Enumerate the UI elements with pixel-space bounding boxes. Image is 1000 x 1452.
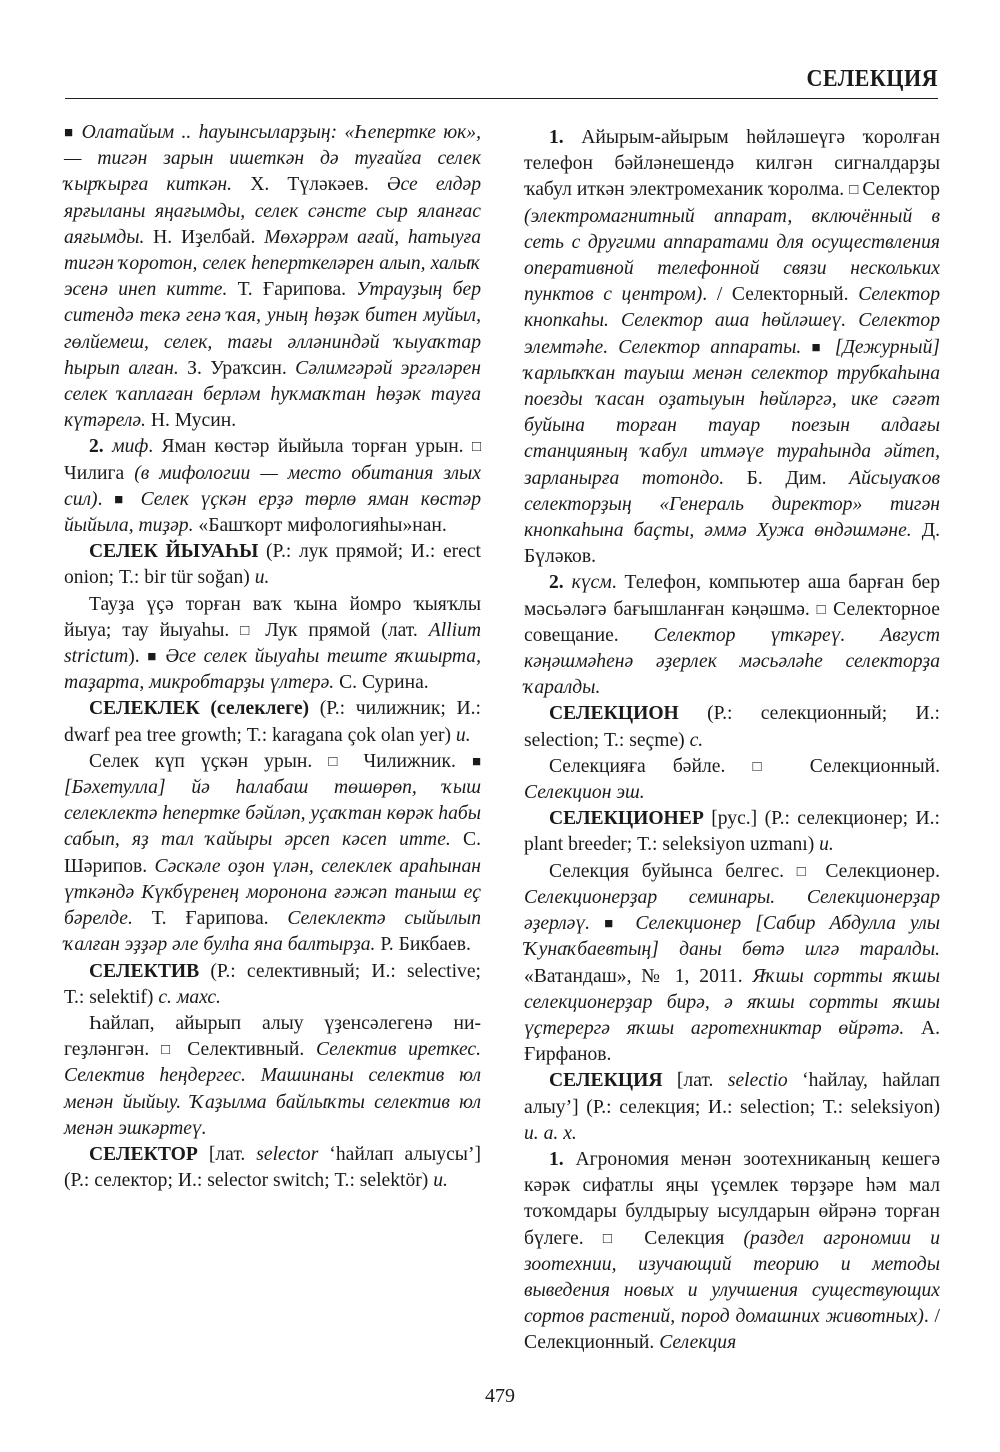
body-text: Н. Иҙелбай. — [144, 226, 265, 248]
body-text: ‘һайлап алыусы’] (Р.: селектор; И.: selector switch; Т.: selektör) — [64, 1143, 481, 1192]
body-text: [рус.] (Р.: селекционер; И.: plant breeder; Т.: seleksiyon uzmanı) — [524, 808, 940, 856]
italic-text: Мөхәррәм ағай, һатыуға тигән ҡоротон, селек һеперткеләрен алып, халыҡ эсенә инеп китте. — [64, 226, 481, 301]
running-head: СЕЛЕКЦИЯ — [806, 66, 938, 92]
body-text: (Р.: чилижник; И.: dwarf pea tree growth; Т.: karagana çok olan yer) — [64, 698, 481, 746]
italic-text: и. — [819, 834, 834, 856]
translation-marker-icon: □ — [471, 439, 481, 456]
example-marker-icon: ■ — [147, 649, 166, 666]
italic-text: Селекционерҙар семинары. Селекционерҙар әҙерләү. — [524, 886, 940, 935]
headword: 1. — [549, 1148, 576, 1170]
body-text: Чилига — [64, 462, 135, 484]
body-text: Чилижник. — [363, 750, 472, 772]
body-text: Селекция — [644, 1227, 744, 1249]
dictionary-paragraph — [64, 592, 481, 697]
header-rule — [65, 98, 938, 99]
body-text — [590, 913, 604, 934]
italic-text: с. махс. — [158, 986, 221, 1008]
headword: СЕЛЕКЦИОН — [549, 703, 679, 725]
body-text: Селекцияға бәйле. — [549, 755, 753, 777]
italic-text: миф — [112, 436, 149, 458]
body-text: Селектор — [862, 179, 941, 201]
body-text: Н. Мусин. — [145, 410, 237, 432]
italic-text: (в мифологии — место обитания злых сил) — [64, 462, 481, 510]
body-text: ‘һайлау, һайлап алыу’] (Р.: селекция; И.: selection; Т.: seleksiyon) — [524, 1070, 940, 1118]
body-text: З. Ураҡсин. — [178, 357, 296, 379]
dictionary-paragraph — [64, 539, 481, 591]
body-text: . Яман көстәр йыйыла торған урын. — [148, 436, 472, 458]
dictionary-paragraph — [64, 120, 481, 434]
body-text: Тауҙа үҫә торған ваҡ ҡына йомро ҡыяҡлы йыуа; тау йыуаһы. — [64, 593, 481, 641]
italic-text: Селектив иреткес. Селектив һеңдергес. Машинаны селектив юл менән йыйыу. Ҡаҙылма байлыҡты селектив юл менән эшкәртеү. — [64, 1039, 481, 1139]
body-text: Селекторное совещание. — [524, 598, 940, 646]
dictionary-paragraph — [524, 701, 940, 753]
body-text: Т. Ғарипова. — [132, 908, 288, 930]
body-text: . Телефон, компьютер аша барған бер мәсьәләгә бағышланған кәңәшмә. — [524, 572, 940, 620]
body-text: С. Шәрипов. — [64, 829, 481, 877]
body-text: Селективный. — [187, 1039, 316, 1061]
italic-text: Селеклектә сыйылып ҡалған эҙҙәр әле булһа яна балтырҙа. — [64, 908, 481, 956]
example-marker-icon: ■ — [114, 491, 141, 508]
translation-marker-icon: □ — [160, 1042, 188, 1059]
translation-marker-icon: □ — [752, 758, 810, 775]
headword: СЕЛЕК ЙЫУАҺЫ — [89, 541, 259, 563]
body-text: (Р.: селективный; И.: selective; Т.: selektif) — [64, 960, 481, 1008]
dictionary-paragraph — [524, 1147, 940, 1357]
italic-text: и. — [455, 724, 471, 746]
italic-text: Селекционер [Сабир Абдулла улы Ҡунаҡбаевтың] даны бөтә илгә таралды. — [524, 913, 941, 961]
headword: 2. — [549, 572, 572, 594]
dictionary-paragraph — [524, 754, 940, 806]
dictionary-paragraph — [64, 749, 481, 959]
dictionary-paragraph — [64, 696, 481, 748]
italic-text: и. — [254, 567, 270, 589]
dictionary-paragraph — [64, 959, 481, 1011]
italic-text: [Дежурный] ҡарлыҡҡан тауыш менән селектор трубкаһына поезды ҡасан оҙатыуын һөйләргә, ике сәғәт буйына торған тауар поезын алдағы станцияның ҡабул итмәүе тураһында әйтеп, зарланырға тотондо. — [524, 336, 940, 489]
italic-text: selectio — [727, 1070, 788, 1092]
dictionary-paragraph — [524, 125, 940, 570]
body-text: [лат. — [662, 1070, 728, 1092]
italic-text: [Бәхетулла] йә һалабаш төшөрөп, ҡыш селеклектә һепертке бәйләп, уҫаҡтан көрәк һабы сабып, яҙ тал ҡайыры әрсеп кәсеп итте. — [64, 777, 482, 851]
body-text: [лат. — [197, 1143, 257, 1165]
body-text: Айырым-айырым һөйләшеүгә ҡоролған телефон бәйләнешендә килгән сигналдарҙы ҡабул иткән электромеханик ҡоролма. — [524, 127, 941, 201]
dictionary-paragraph — [64, 1011, 481, 1142]
italic-text: и. а. х. — [524, 1122, 577, 1144]
dictionary-paragraph — [524, 570, 940, 701]
italic-text: Утрауҙың бер ситендә текә генә ҡая, уның һөҙәк битен муйыл, гөлйемеш, селек, тағы әлләниндәй ҡыуаҡтар һырып алған. — [64, 279, 481, 379]
body-text: Селекционер. — [825, 860, 940, 882]
italic-text: Айсыуаҡов селекторҙың «Генераль директор» тигән кнопкаһына баҫты, әммә Хужа өндәшмәне. — [524, 467, 941, 542]
dictionary-paragraph — [64, 1142, 481, 1194]
headword: СЕЛЕКТОР — [89, 1143, 198, 1165]
dictionary-paragraph — [524, 859, 940, 1069]
body-text: (Р.: селекционный; И.: selection; Т.: seçme) — [524, 703, 940, 751]
headword: СЕЛЕКЦИОНЕР — [549, 808, 704, 830]
headword: СЕЛЕКЛЕК (селеклеге) — [89, 698, 310, 720]
translation-marker-icon: □ — [849, 182, 863, 199]
body-text: С. Сурина. — [334, 672, 429, 694]
italic-text: Олатайым .. һауынсыларҙың: «Һепертке юк», — тигән зарын ишеткән дә туғайға селек ҡырҡырға киткән. — [64, 122, 481, 196]
body-text: Р. Бикбаев. — [375, 934, 471, 956]
italic-text: selector — [256, 1143, 319, 1165]
body-text: Лук прямой (лат. — [265, 619, 429, 641]
example-marker-icon: ■ — [811, 339, 835, 356]
italic-text: с. — [689, 729, 704, 751]
body-text: Агрономия менән зоотехниканың кешегә кәрәк сифатлы яңы үҫемлек төрҙәре һәм мал тоҡомдары булдырыу ысулдарын өйрәнә торған бүлеге. — [524, 1148, 941, 1249]
body-text: Селекция буйынса белгес. — [549, 860, 797, 882]
headword: 2. — [89, 436, 113, 458]
body-text: (Р.: лук прямой; И.: erect onion; Т.: bir tür soğan) — [64, 541, 481, 589]
italic-text: Allium strictum — [64, 619, 482, 668]
italic-text: Селектор үткәреү. Август кәңәшмәһенә әҙерлек мәсьәләһе селекторҙа ҡаралды. — [524, 624, 941, 699]
body-text: . / Селекционный. — [524, 1306, 940, 1354]
body-text: «Ватандаш», № 1, 2011. — [524, 965, 753, 987]
dictionary-paragraph — [64, 434, 481, 539]
headword: СЕЛЕКТИВ — [89, 960, 200, 982]
example-marker-icon: ■ — [64, 125, 82, 141]
italic-text: (электромагнитный аппарат, включённый в сеть с другими аппаратами для осуществления оперативной телефонной связи нескольких пунктов с центром) — [524, 205, 940, 306]
left-column — [64, 120, 481, 1194]
italic-text: Селекция — [659, 1332, 737, 1354]
dictionary-paragraph — [524, 806, 940, 858]
example-marker-icon: ■ — [604, 916, 636, 933]
italic-text: Селектор кнопкаһы. Селектор аша һөйләшеү. Селектор элемтәһе. Селектор аппараты. — [524, 284, 941, 358]
italic-text: Сәлимгәрәй эргәләрен селек ҡаплаған берләм һуҡмаҡтан һөҙәк тауға күтәрелә. — [64, 357, 482, 432]
italic-text: күсм — [571, 572, 612, 594]
body-text: Х. Түләкәев. — [232, 174, 387, 196]
body-text: Селек күп үҫкән урын. — [89, 750, 329, 772]
italic-text: Яҡшы сортты яҡшы селекционерҙар бирә, ә яҡшы сортты яҡшы үҫтерергә яҡшы агротехниктар өйрәтә. — [524, 965, 940, 1039]
dictionary-paragraph — [524, 1068, 940, 1147]
body-text — [801, 337, 811, 358]
translation-marker-icon: □ — [602, 1230, 645, 1247]
example-marker-icon: ■ — [471, 753, 482, 770]
italic-text: Әсе селек йыуаһы теште яҡшырта, таҙарта, микробтарҙы үлтерә. — [64, 646, 482, 694]
body-text: . — [97, 488, 115, 510]
body-text: ). — [128, 646, 148, 668]
body-text: . / Селекторный. — [702, 284, 859, 306]
body-text: Һайлап, айырып алыу үҙенсәлегенә нигеҙләнгән. — [64, 1012, 481, 1061]
body-text: Т. Ғарипова. — [227, 279, 357, 301]
body-text: Б. Дим. — [724, 467, 850, 489]
headword: СЕЛЕКЦИЯ — [549, 1070, 663, 1092]
italic-text: Әсе елдәр ярғыланы яңағымды, селек сәнсте сыр яланғас аяғымды. — [64, 174, 481, 248]
translation-marker-icon: □ — [796, 863, 826, 880]
italic-text: Сәскәле оҙон үлән, селеклек араһынан үткәндә Күкбүренең моронона ғәжәп таныш еҫ бәрелде. — [64, 855, 481, 930]
italic-text: Селек үҫкән ерҙә төрлө яман көстәр йыйыла, тиҙәр. — [64, 488, 482, 537]
right-column — [524, 125, 940, 1357]
translation-marker-icon: □ — [816, 601, 834, 618]
headword: 1. — [549, 127, 582, 148]
translation-marker-icon: □ — [328, 753, 364, 770]
body-text: А. Ғирфанов. — [524, 1017, 940, 1066]
body-text: Д. Бүләков. — [524, 520, 940, 568]
italic-text: (раздел агрономии и зоотехнии, изучающий теорию и методы выведения новых и улучшения существующих сортов растений, пород домашних животных) — [524, 1227, 940, 1328]
italic-text: и. — [433, 1170, 448, 1192]
translation-marker-icon: □ — [240, 622, 266, 639]
italic-text: Селекцион эш. — [524, 782, 645, 804]
body-text: «Башҡорт мифологияһы»нан. — [193, 515, 447, 537]
page-number: 479 — [485, 1385, 515, 1407]
body-text: Селекционный. — [809, 755, 940, 777]
